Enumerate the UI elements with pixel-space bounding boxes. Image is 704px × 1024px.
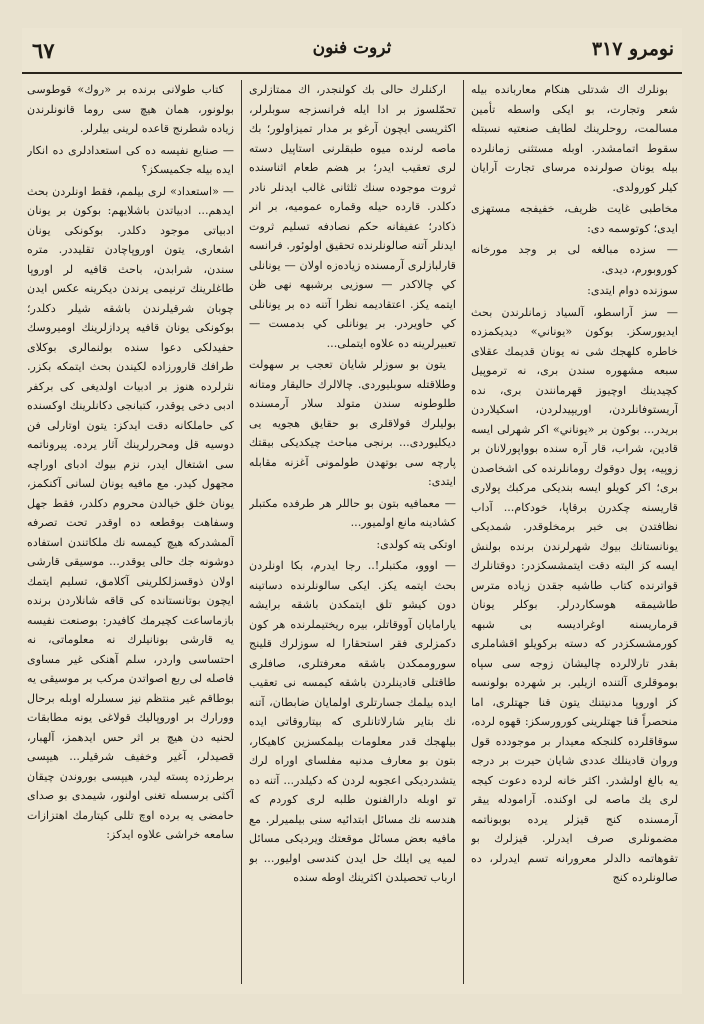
paragraph: مخاطبى غايت ظريف، خفيفجه مستهزى ايدى؛ كوتوسمه دى: xyxy=(471,202,678,235)
paragraph: يتون بو سوزلر شايان تعجب بر سهولت وطلاقتله سوبليوردى. چالالرك حاليقار ومتانه طلوطونه سندن متولد سلار آرمسنده بوليلرك قولاقلرى بو حقايق هجويه يى ديكليوردى... برنجى مباحث چيكديكى بيقتك پارچه سى بوتهدن طولمونى آغزنه مقابله ايتدى: xyxy=(249,358,456,488)
paragraph: اركنلرك حالى بك كولنجدر، اك ممتازلرى تحمّلسوز بر ادا ايله فرانسزجه سوبلرلر، اكثريسى ايچون آرغو بر مدار تميزاولور؛ بك ماصه لرنده ميوه طبقلرنى استاپيل دسته لرى تعقيب ايدر؛ بر هضم طعام اثناسنده ثروت موجوده سنك ثلثانى غالب ايدنلر نادر دكلدر. قاردە حيله وقماره عموميه، بر انر ذكادر؛ عفيفانه حكم نصادفه تسليم ثروت ايدنلر آتنه صالونلرنده تحقيق اولوئور. فرانسه قارلبازلرى آرمسنده زيادەزه اولان — يونانلى كي چالاكدر — سوزيى برشبهه نهى ظن ايتمه يكز. اعتقاديمه نظرا آتنه ده بر يونانلى كي حاويردر. بر يونانلى كي بدمست — تعبيرلرينه ده علاوه ايتملى... xyxy=(249,83,456,350)
paragraph: اوتكى يته كولدى: xyxy=(376,537,456,551)
column-left xyxy=(27,80,234,994)
paragraph: — معمافيه بتون بو حاللر هر طرفده مكتبلر كشادينه مانع اولميور... xyxy=(249,496,456,529)
issue-number: نومرو ۳۱۷ xyxy=(591,38,674,60)
paragraph: — سزده مبالغه لى بر وجد مورخانه كوروبورم، ديدى. xyxy=(471,243,678,276)
paragraph: — اووو، مكتبلر!.. رجا ايدرم، بكا اونلردن بحث ايتمه يكز. ايكى سالونلرنده دساتينه دون كيشو تلق ايتمكدن باشقه برايشه يارامايان آووقاتلر، بيره ريختيملرنده هر كون دكمزلرى فقر استحقارا له سوزلرك قلينج سوروممكدن باشقه معرفتلرى، صافلرى طاقتلى قادينلردن باشقه كيمسه نى تعقيب ايده بيلمك جسارتلرى اولمايان ضابطان، آتنه نك بتاير شارلاتانلرى كه بيتاروقاتى ايده بيلهجك قدر معلومات بيلمكسزين كاهيكار، بتون بو معارف مدنيه مفلساى اوراه لرك يتشدرديكى اعجوبه لردن كه دكيلدر... آتنه ده تو اوبله دارالفنون طلبه لرى كوردم كه هندسه نك مسائل ابتدائيه سنى بيلميرلر. مع مافيه بعض مسائل موقعتك ويرديكى مسائل لميه يى ايلك حل ايدن كندسى اوليور... بو ارباب تحصيلدن اكثرينك اوطه سنده xyxy=(249,559,456,884)
column-divider xyxy=(241,80,242,984)
paragraph: — سز آراسطو، آلسياد زمانلرندن بحث ايديورسكز. بوكون «يوناني» ديديكمزده خاطره كلهجك شى نه يونان قديمك عقلاى سبعه مشهوره سندن برى، نه ترموپيل كچيدينك اوچيوز قهرمانندن برى، نده آريستوفانلردن، اوريپيدلردن، اسكيلاردن بريدر... بوكون بر «يوناني» اكر شهرلى ايسه قادين، شراب، قار آره سنده بوواپورلانان بر زوپيه، پول دوقوك رومانلرنده كى اشخاصدن برى؛ اكر كويلو ايسه بنديكى مركبك پولارى قاريسنه چكدرن برقاپا، خودكام... آداب نظافتدن بى خبر برمخلوقدر. شمديكى يونانستانك بيوك شهرلرندن برنده بولنش ايسه كز البته دقت ايتمشسكزدر: دوقتانلرك قواترنده كتاب طاشيه جقدن زياده مترس طاشيمقه هوسكاردرلر. بوكلر يونان قرماريسنه اوغراديسه بى شبهه كورمشسكزدر كه دسته بركويلو اقشاملرى بقدر تارلالرده چاليشان زوجه سى سپاه بوموقلرى آلتنده ازيلير. بر شهرده بولونسه كز اوروپا مدنيتنك يتون قنا جهتلرى، اما منحصراً قنا جهتلرينى كورورسكز: قهوه لرده، سوقاقلرده كلنجكه معيدار بر موجودده قول وروان قادينلك عددى شايان حيرت بر درجه يه بالغ اولشدر. اكثر خانه لرده دعوت كيجه لرى يك ماصه لى اوكنده. آرامودله ييقر آرمسنده كنج قيزلر يرده بوبوناتمه مضمونلرى صرف ايدرلر. قيزلرك بو تقوهاتمه دالدلر معرورانه تسم ايدرلر، ده صالونلرده كنج xyxy=(471,305,678,884)
page-number: ٦٧ xyxy=(32,38,55,63)
column-right xyxy=(471,80,678,994)
column-divider xyxy=(463,80,464,984)
text-columns xyxy=(22,80,682,994)
paragraph: — صنايع نفيسه ده كى استعدادلرى ده انكار ايده بيله جكميسكز؟ xyxy=(27,143,234,176)
paragraph: بونلرك اك شدتلى هنكام معاربانده بيله شعر وتجارت، بو ايكى واسطه تأمين مسالمت، روحلرينك لطايف صنعتيه نسبتله سقوط اتمامشدر. اوبله مستثنى زمانلرده بيله يونان صولرنده مرساى تجارت آرايان كيلر كورولدى. xyxy=(471,83,678,194)
paragraph: سوزنده دوام ايتدى: xyxy=(587,284,678,297)
journal-title: ثروت فنون xyxy=(312,38,392,58)
paragraph: — «استعداد» لرى بيلمم، فقط اونلردن بحث ايدهم... ادبياتدن باشلايهم: بوكون بر يونان ادبياتى موجود دكلدر. بوكونكى يونان اشعارى، يتون اوروپاچادن تقليددر. متره سندن، شرابدن، باحث قافيه لر اوروپا طاغلرينك ترنيمى يرندن ديكرينه عكس ايدن چوبان شرقيلرندن باشقه شيلر دكلدر؛ بوكونكى يونان قافيه پردازلرينك اوميروسك حفيدلكى دعوا سنده بولنمالرى بوكلاى طرافك قارورزاده لكيندن بحث ايتمكه بكزر. نثرلرده هنوز بر ادبيات اولديغى كى بركفر ادبى دخى يوقدر، كتبانجى دكانلرينك اوكسنده كى حاملكانه دقت ايدكز: يتون اوتارلى فن دوسيه قل ومحررلرينك آثار يرده. پيروناتمه سى اشتغال ايدر، نزم بيوك ادباى اوراچه مجهول كيدر. مع مافيه يونان لسانى آكنكمز، يونان خلق خيالدن محروم دكلدر، فقط جهل وسفاهت بوقطعه ده اوقدر تحت تصرفه آلمشدركه هيچ كيمسه نك ملكاتندن استفاده دوشونه جك حالى يوقدر... موسيقى قارشى اولان ذوقسزلكلرينى آكلامق، تسليم ايتمك ايچون بوتانستانده كى قاقه شانلاردن برنده بازماساعت كچيرمك كافيدر: بوصنعت نفيسه يه قارشى بونانيلرك نه معلوماتى، نه احتساسى واردر، سلم آهنكى غير مساوى فاصله لى ربع اصواتدن مركب بر موسيقى يه بوطاقم غير منتظم نيز سسلرله اوبله برحال وورارك بر اوروپاليك قولاغى يونه مطابقات لحنيه دن هيچ بر اثر حس ايدهمز، آلهبار، قصيدلر، آغير وخفيف شرقيلر... هيپسى برطرزده پسته ليدر، هيپسى بوروندن چيقان آكثى برسسله تغنى اولنور، شيمدى بو صداى حامضى يه برده اوچ تللى كيتارمك اهتزازات سامعه خراشى علاوه ايدكز: xyxy=(27,184,234,841)
page-header xyxy=(22,28,682,74)
paragraph: كتاب طولانى برنده بر «روك» قوطوسى بولونور، همان هيچ سى روما قانونلرندن زياده شطرنج قاعده لرينى بيلرلر. xyxy=(27,83,234,135)
column-middle xyxy=(249,80,456,994)
page xyxy=(22,28,682,994)
